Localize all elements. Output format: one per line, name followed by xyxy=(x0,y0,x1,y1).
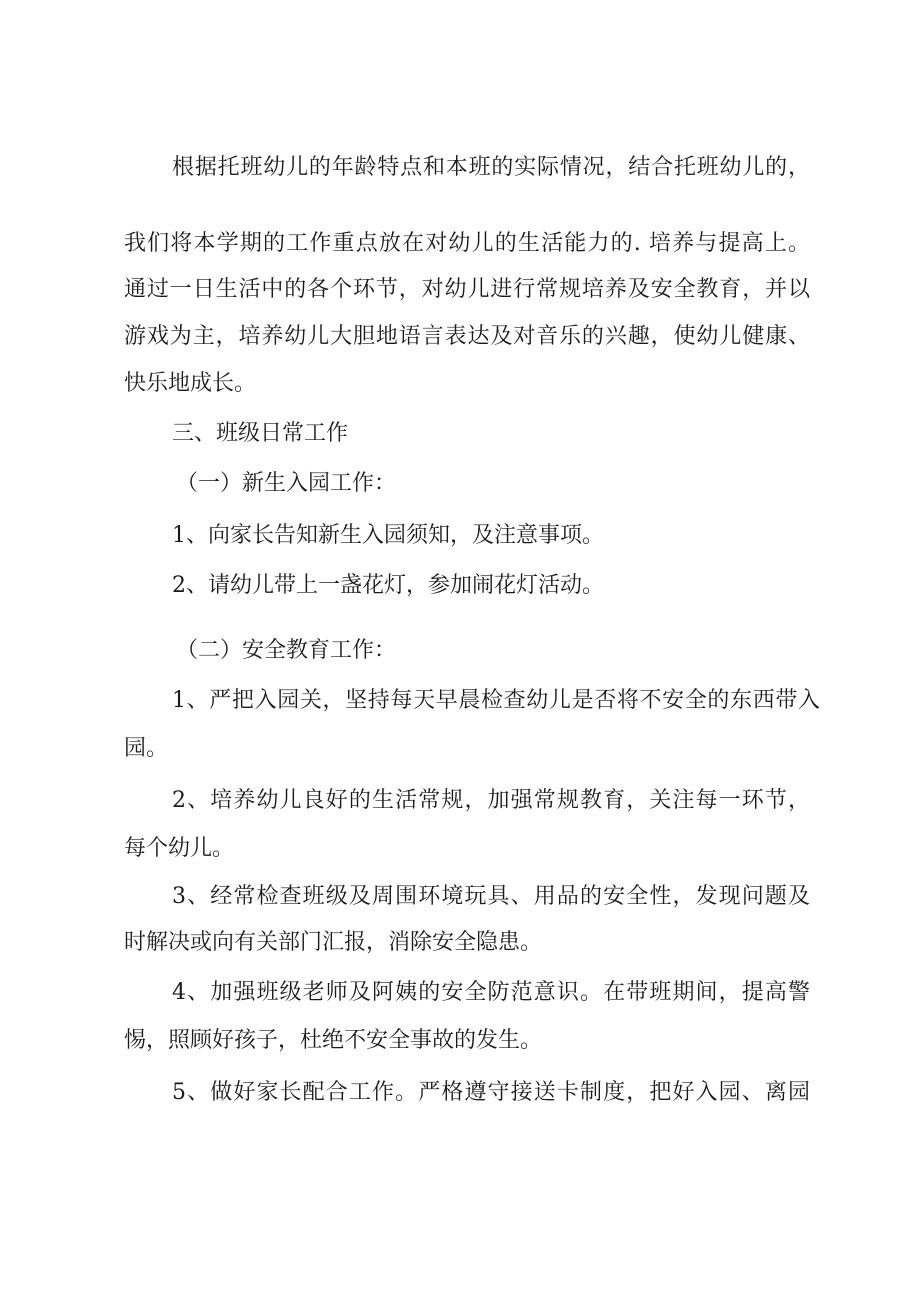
list-item-safety-2-line-1: 2、培养幼儿良好的生活常规，加强常规教育，关注每一环节， xyxy=(172,788,810,813)
list-item-new-1: 1、向家长告知新生入园须知，及注意事项。 xyxy=(172,523,604,548)
list-item-new-2: 2、请幼儿带上一盏花灯，参加闹花灯活动。 xyxy=(172,573,604,598)
list-item-safety-1-line-2: 园。 xyxy=(124,736,169,761)
section-heading-daily-work: 三、班级日常工作 xyxy=(172,421,349,446)
subsection-heading-safety: （二）安全教育工作： xyxy=(176,638,397,663)
list-item-safety-4-line-2: 惕，照顾好孩子，杜绝不安全事故的发生。 xyxy=(124,1028,543,1053)
subsection-heading-new-students: （一）新生入园工作： xyxy=(176,471,397,496)
list-item-safety-5-line-1: 5、做好家长配合工作。严格遵守接送卡制度，把好入园、离园 xyxy=(172,1080,810,1105)
list-item-safety-2-line-2: 每个幼儿。 xyxy=(124,836,235,861)
list-item-safety-3-line-1: 3、经常检查班级及周围环境玩具、用品的安全性，发现问题及 xyxy=(172,884,810,909)
paragraph-intro-line-1: 根据托班幼儿的年龄特点和本班的实际情况，结合托班幼儿的， xyxy=(172,155,810,180)
paragraph-intro-line-4: 游戏为主，培养幼儿大胆地语言表达及对音乐的兴趣，使幼儿健康、 xyxy=(124,324,810,349)
list-item-safety-1-line-1: 1、严把入园关，坚持每天早晨检查幼儿是否将不安全的东西带入 xyxy=(172,688,820,713)
paragraph-intro-line-3: 通过一日生活中的各个环节，对幼儿进行常规培养及安全教育，并以 xyxy=(124,277,810,302)
list-item-safety-3-line-2: 时解决或向有关部门汇报，消除安全隐患。 xyxy=(124,930,543,955)
paragraph-intro-line-5: 快乐地成长。 xyxy=(124,371,257,396)
list-item-safety-4-line-1: 4、加强班级老师及阿姨的安全防范意识。在带班期间，提高警 xyxy=(172,980,810,1005)
paragraph-intro-line-2: 我们将本学期的工作重点放在对幼儿的生活能力的. 培养与提高上。 xyxy=(124,231,810,256)
